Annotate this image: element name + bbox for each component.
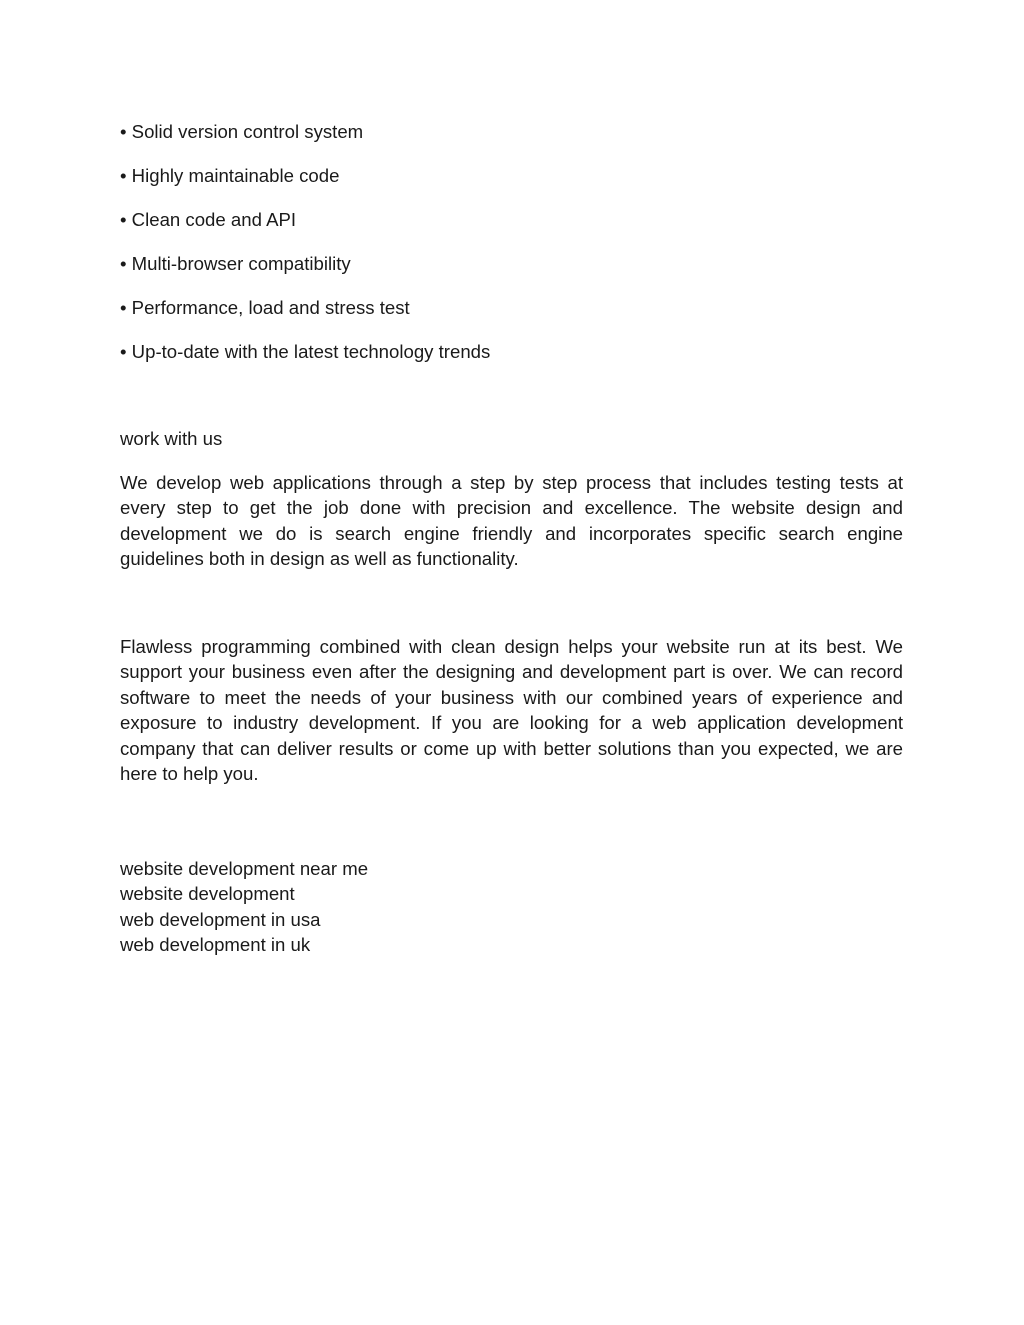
keyword-item: website development near me xyxy=(120,858,369,879)
bullet-item: • Highly maintainable code xyxy=(120,165,340,186)
bullet-item: • Performance, load and stress test xyxy=(120,297,410,318)
keyword-item: website development xyxy=(120,883,295,905)
keyword-item: web development in usa xyxy=(120,908,321,930)
paragraph-programming: Flawless programming combined with clean design helps your website run at its best. We support your business even after the designing and development part is over. We can record software to meet the needs of your business with our combined years of experience and exposure to industry development. If you are looking for a web application development company that can deliver results or come up with better solutions than you expected, we are here to help you. xyxy=(120,636,903,785)
bullet-item: • Clean code and API xyxy=(120,209,297,230)
keyword-item: web development in uk xyxy=(120,934,311,956)
bullet-item: • Up-to-date with the latest technology trends xyxy=(120,341,491,362)
paragraph-process: We develop web applications through a step by step process that includes testing tests at every step to get the job done with precision and excellence. The website design and development we do is search engine friendly and incorporates specific search engine guidelines both in design as well as functionality. xyxy=(120,472,903,570)
section-heading: work with us xyxy=(120,428,223,449)
bullet-item: • Multi-browser compatibility xyxy=(120,253,351,274)
bullet-item: • Solid version control system xyxy=(120,121,364,142)
keyword-list xyxy=(120,856,368,958)
